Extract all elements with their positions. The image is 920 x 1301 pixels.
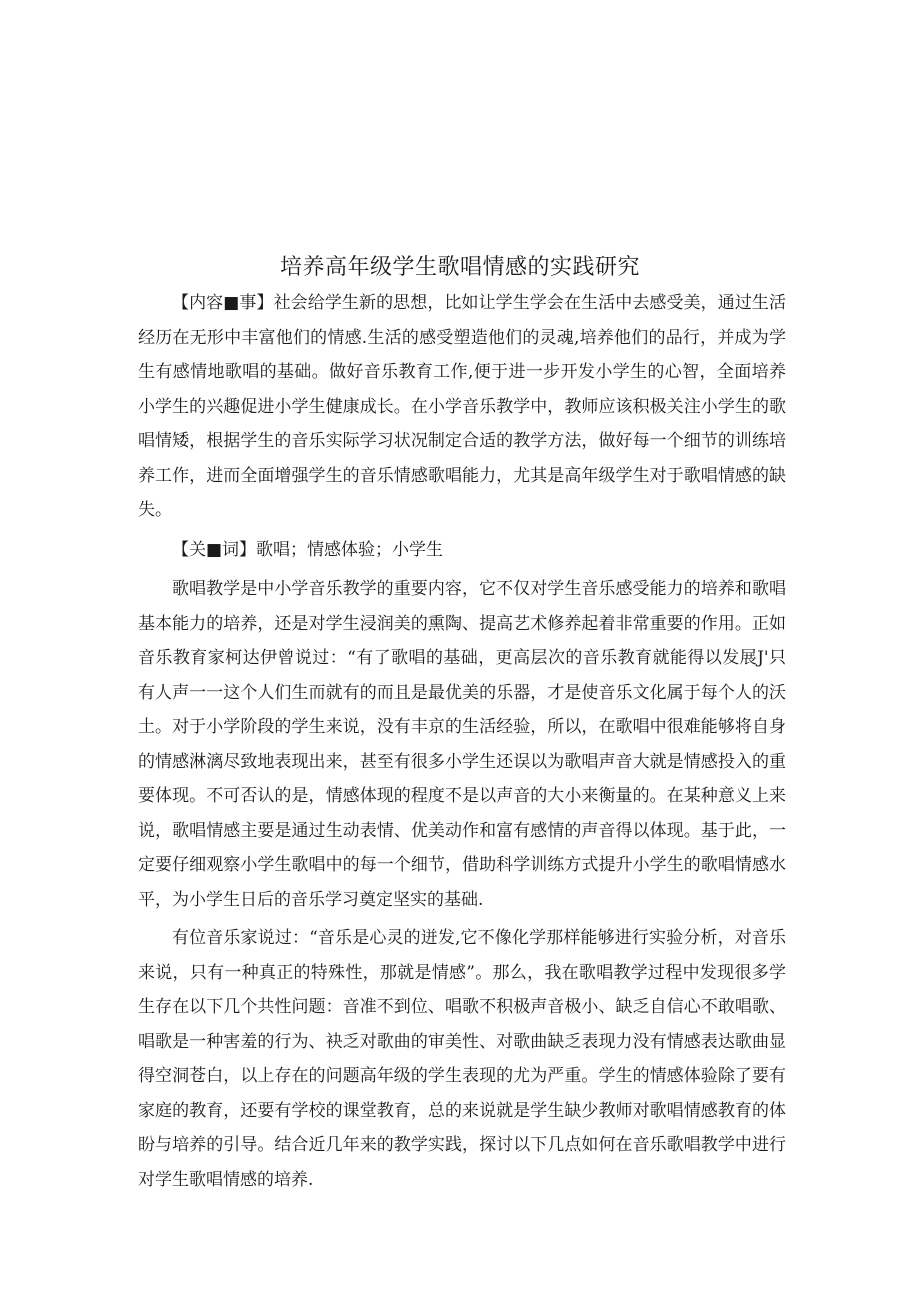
body-paragraph-1: 歌唱教学是中小学音乐教学的重要内容，它不仅对学生音乐感受能力的培养和歌唱基本能力的培养，还是对学生浸润美的熏陶、提高艺术修养起着非常重要的作用。正如音乐教育家柯达伊曾说过：“有了歌唱的基础，更高层次的音乐教育就能得以发展J'只有人声一一这个人们生而就有的而且是最优美的乐器，才是使音乐文化属于每个人的沃土。对于小学阶段的学生来说，没有丰京的生活经验，所以，在歌唱中很难能够将自身的情感淋漓尽致地表现出来，甚至有很多小学生还误以为歌唱声音大就是情感投入的重要体现。不可否认的是，情感体现的程度不是以声音的大小来衡量的。在某种意义上来说，歌唱情感主要是通过生动表情、优美动作和富有感情的声音得以体现。基于此，一定要仔细观察小学生歌唱中的每一个细节，借助科学训练方式提升小学生的歌唱情感水平，为小学生日后的音乐学习奠定坚实的基础. <box>138 579 786 910</box>
document-body <box>138 286 786 1197</box>
document-title: 培养高年级学生歌唱情感的实践研究 <box>279 255 640 280</box>
abstract-paragraph: 【内容■事】社会给学生新的思想，比如让学生学会在生活中去感受美，通过生活经历在无形中丰富他们的情感.生活的感受塑造他们的灵魂,培养他们的品行，并成为学生有感情地歌唱的基础。做好音乐教育工作,便于进一步开发小学生的心智，全面培养小学生的兴趣促进小学生健康成长。在小学音乐教学中，教师应该积极关注小学生的歌唱情矮，根据学生的音乐实际学习状况制定合适的教学方法，做好每一个细节的训练培养工作，进而全面增强学生的音乐情感歌唱能力，尤其是高年级学生对于歌唱情感的缺失。 <box>138 293 786 520</box>
body-paragraph-2: 有位音乐家说过：“音乐是心灵的迸发,它不像化学那样能够进行实验分析，对音乐来说，只有一种真正的特殊性，那就是情感”。那么，我在歌唱教学过程中发现很多学生存在以下几个共性问题：音准不到位、唱歌不积极声音极小、缺乏自信心不敢唱歌、唱歌是一种害羞的行为、袂乏对歌曲的审美性、对歌曲缺乏表现力没有情感表达歌曲显得空洞苍白，以上存在的问题高年级的学生表现的尤为严重。学生的情感体验除了要有家庭的教育，还要有学校的课堂教育，总的来说就是学生缺少教师对歌唱情感教育的体盼与培养的引导。结合近几年来的教学实践，探讨以下几点如何在音乐歌唱教学中进行对学生歌唱情感的培养. <box>138 928 786 1190</box>
keywords-line: 【关■词】歌唱；情感体验；小学生 <box>172 539 444 560</box>
